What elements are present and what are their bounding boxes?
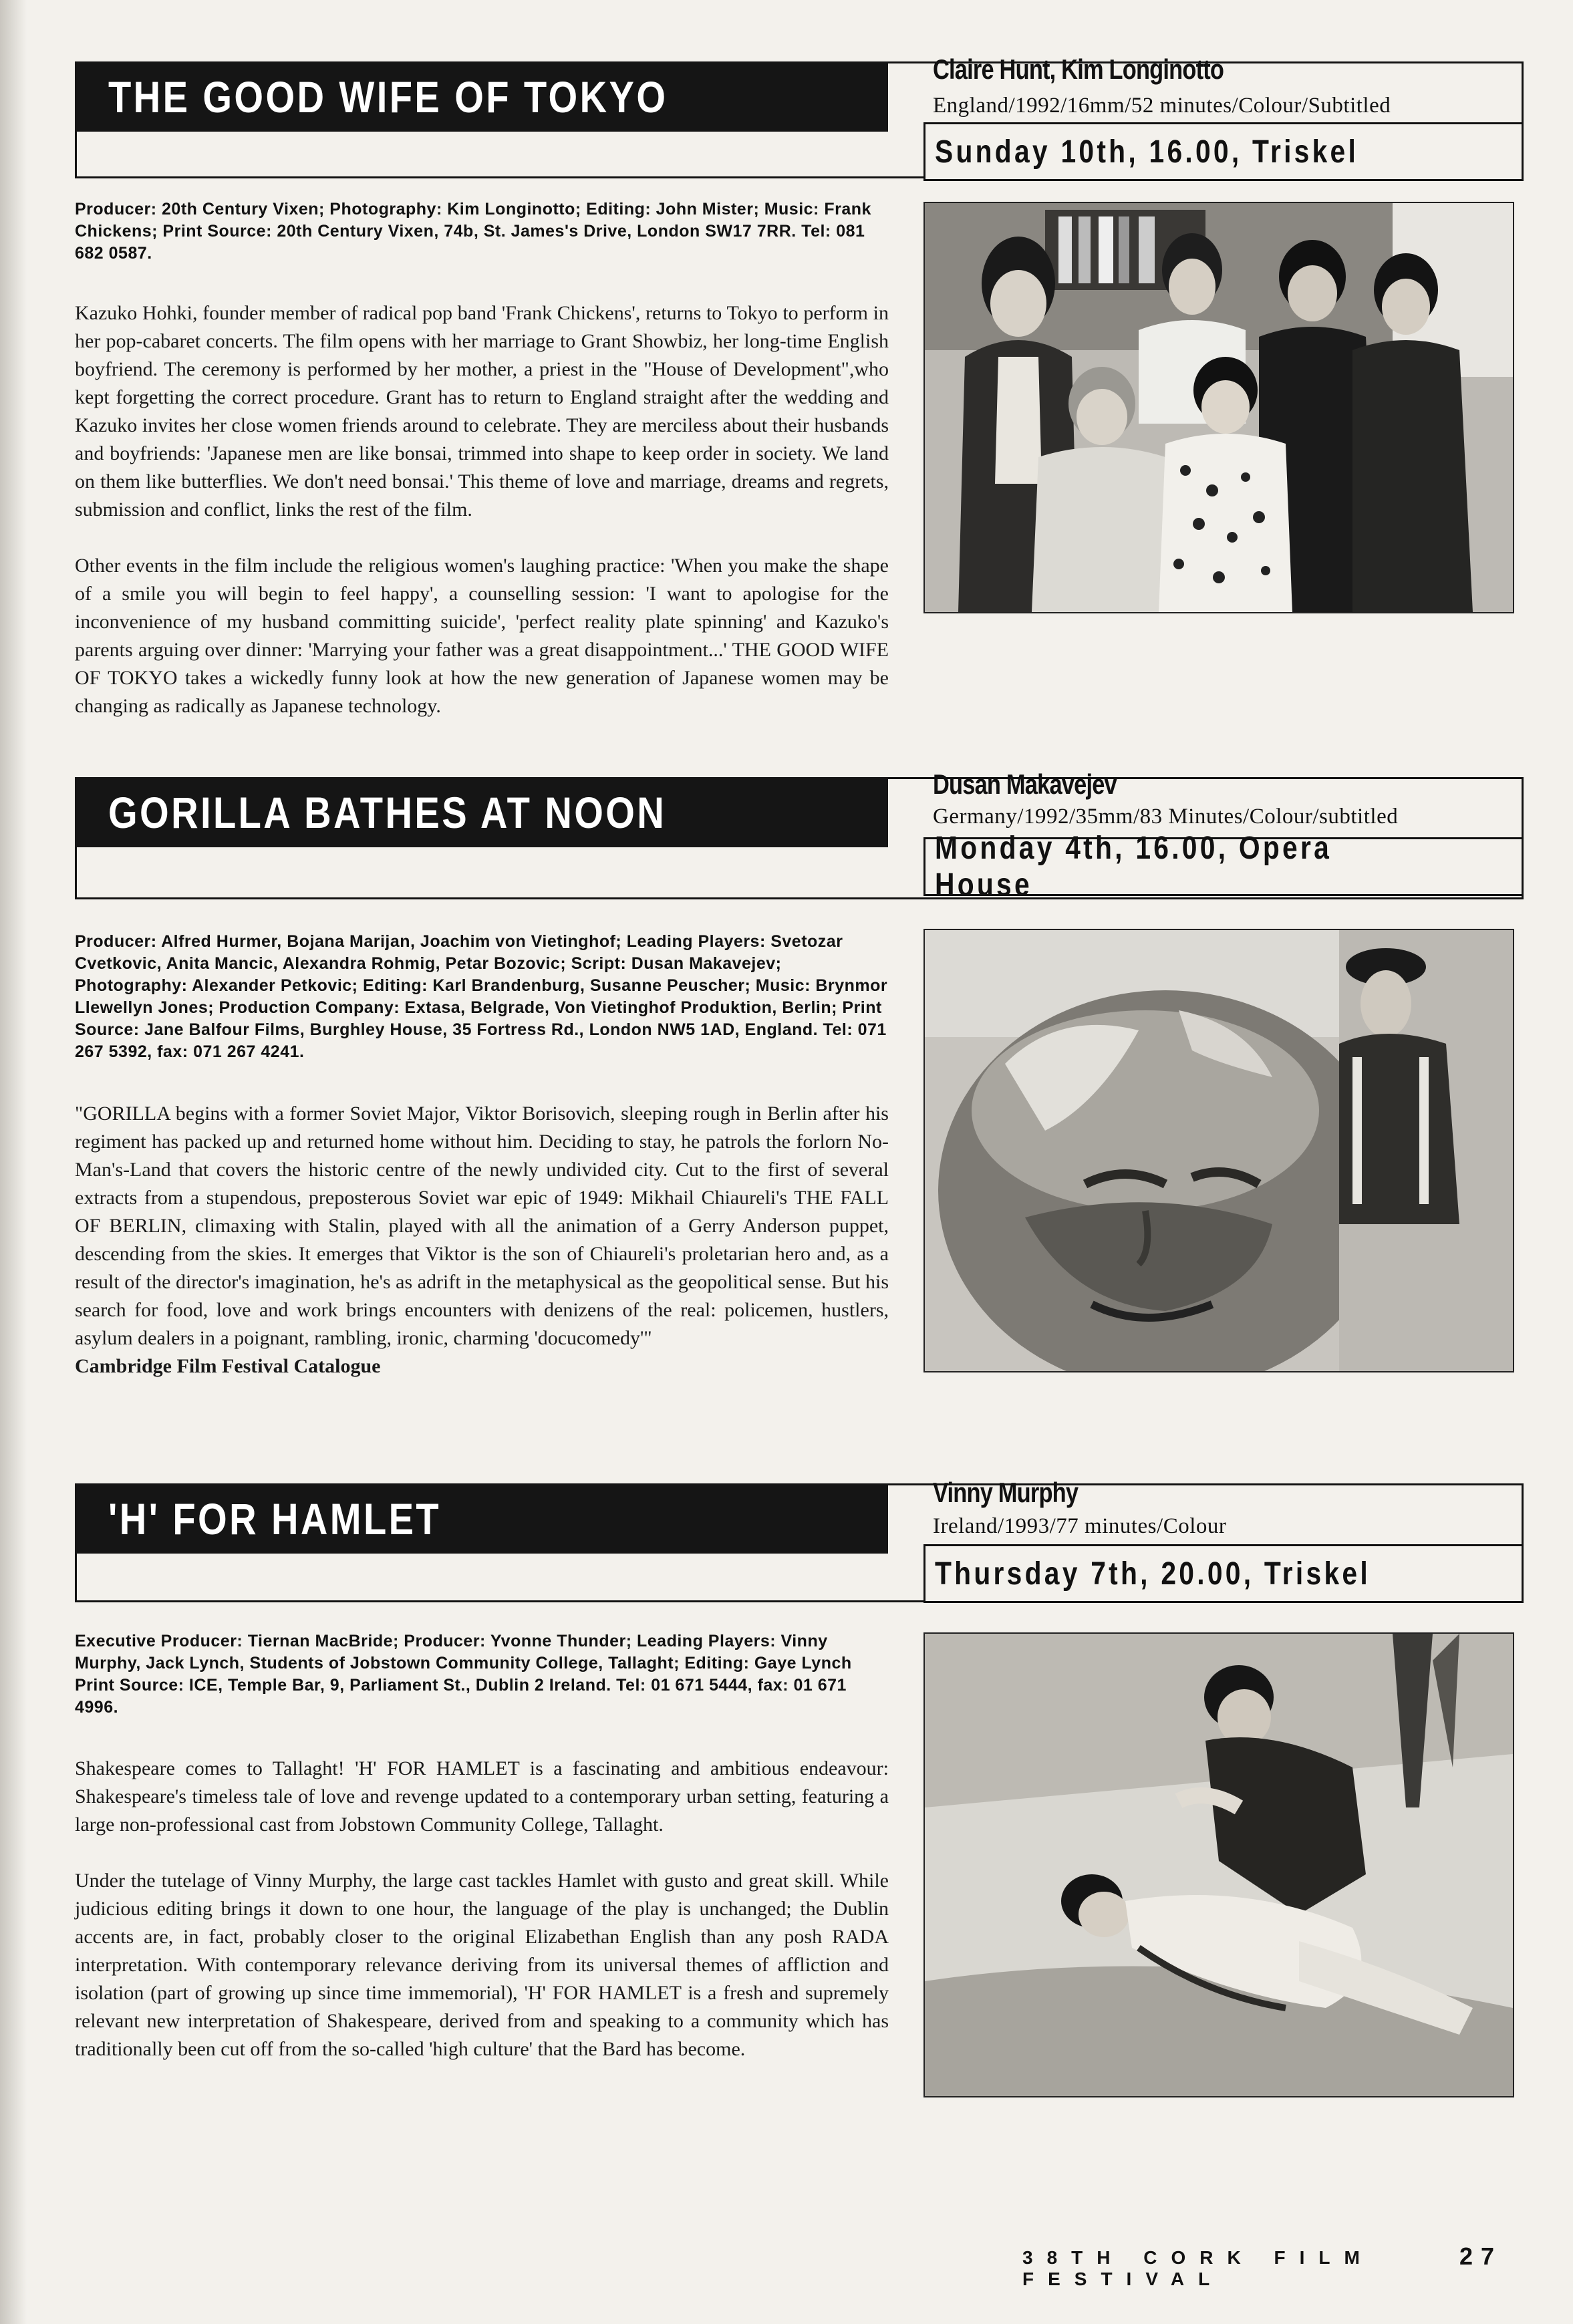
- quote-source: Cambridge Film Festival Catalogue: [75, 1355, 381, 1377]
- film-still-photo: [923, 202, 1514, 613]
- page-gutter-shadow: [0, 0, 27, 2324]
- page-number: 27: [1459, 2242, 1503, 2270]
- film-synopsis: [75, 299, 889, 748]
- screening-time: Thursday 7th, 20.00, Triskel: [923, 1544, 1524, 1603]
- film-details: England/1992/16mm/52 minutes/Colour/Subtitled: [933, 94, 1391, 118]
- film-credits: Executive Producer: Tiernan MacBride; Producer: Yvonne Thunder; Leading Players: Vinny Murphy, Jack Lynch, Students of Jobstown Community College, Tallaght; Editing: Gaye Lynch Print Source: ICE, Temple Bar, 9, Parliament St., Dublin 2 Ireland. Tel: 01 671 5444, fax: 01 671 4996.: [75, 1632, 852, 1717]
- synopsis-paragraph: Shakespeare comes to Tallaght! 'H' FOR HAMLET is a fascinating and ambitious endeavour: Shakespeare's timeless tale of love and revenge updated to a contemporary urban setting, featuring a large non-professional cast from Jobstown Community College, Tallaght.: [75, 1757, 889, 1836]
- film-director: Vinny Murphy: [933, 1477, 1079, 1508]
- film-details: Germany/1992/35mm/83 Minutes/Colour/subtitled: [933, 805, 1399, 829]
- synopsis-paragraph: Under the tutelage of Vinny Murphy, the large cast tackles Hamlet with gusto and great skill. While judicious editing brings it down to one hour, the language of the play is unchanged; the Dublin accents are, in fact, probably closer to the original Elizabethan English than any posh RADA interpretation. With contemporary relevance deriving from its universal themes of affliction and isolation (part of growing up since time immemorial), 'H' FOR HAMLET is a fresh and supremely relevant new interpretation of Shakespeare, derived from and speaking to a community which has traditionally been cut off from the so-called 'high culture' that the Bard has become.: [75, 1870, 889, 2060]
- film-credits: Producer: Alfred Hurmer, Bojana Marijan, Joachim von Vietinghof; Leading Players: Svetozar Cvetkovic, Anita Mancic, Alexandra Rohmig, Petar Bozovic; Script: Dusan Makavejev; Photography: Alexander Petkovic; Editing: Karl Brandenburg, Susanne Peuscher; Music: Brynmor Llewellyn Jones; Production Company: Extasa, Belgrade, Von Vietinghof Produktion, Berlin; Print Source: Jane Balfour Films, Burghley House, 35 Fortress Rd., London NW5 1AD, England. Tel: 071 267 5392, fax: 071 267 4241.: [75, 932, 888, 1061]
- lenin-head-statue-image: [925, 930, 1513, 1371]
- synopsis-paragraph: "GORILLA begins with a former Soviet Major, Viktor Borisovich, sleeping rough in Berlin after his regiment has packed up and returned home without him. Deciding to stay, he patrols the forlorn No-Man's-Land that covers the historic centre of the newly undivided city. Cut to the first of several extracts from a stupendous, preposterous Soviet war epic of 1949: Mikhail Chiaureli's THE FALL OF BERLIN, climaxing with Stalin, played with all the animation of a Gerry Anderson puppet, descending from the skies. It emerges that Viktor is the son of Chiaureli's proletarian hero and, as a result of the director's imagination, he's as adrift in the metaphysical as the geopolitical sense. But his search for food, love and work brings encounters with denizens of the real: policemen, hustlers, asylum dealers in a poignant, rambling, ironic, charming 'docucomedy'": [75, 1103, 889, 1349]
- festival-footer: 38TH CORK FILM FESTIVAL: [1022, 2247, 1374, 2289]
- film-credits: Producer: 20th Century Vixen; Photography: Kim Longinotto; Editing: John Mister; Music: Frank Chickens; Print Source: 20th Century Vixen, 74b, St. James's Drive, London SW17 7RR. Tel: 081 682 0587.: [75, 200, 871, 263]
- group-portrait-image: [925, 203, 1513, 612]
- film-director: Claire Hunt, Kim Longinotto: [933, 53, 1224, 85]
- film-synopsis: [75, 1100, 889, 1381]
- film-title: GORILLA BATHES AT NOON: [75, 777, 888, 847]
- film-still-photo: [923, 929, 1514, 1372]
- screening-time: Sunday 10th, 16.00, Triskel: [923, 122, 1524, 181]
- hamlet-scene-image: [925, 1634, 1513, 2096]
- film-director: Dusan Makavejev: [933, 768, 1117, 800]
- synopsis-paragraph: Kazuko Hohki, founder member of radical pop band 'Frank Chickens', returns to Tokyo to perform in her pop-cabaret concerts. The film opens with her marriage to Grant Showbiz, her long-time English boyfriend. The ceremony is performed by her mother, a priest in the "House of Development",who kept forgetting the correct procedure. Grant has to return to England straight after the wedding and Kazuko invites her close women friends around to celebrate. They are merciless about their husbands and boyfriends: 'Japanese men are like bonsai, trimmed into shape to keep order in society. We land on them like butterflies. We don't need bonsai.' This theme of love and marriage, dreams and regrets, submission and conflict, links the rest of the film.: [75, 302, 889, 521]
- film-synopsis: [75, 1755, 889, 2091]
- film-title: 'H' FOR HAMLET: [75, 1483, 888, 1554]
- film-still-photo: [923, 1632, 1514, 2097]
- synopsis-paragraph: Other events in the film include the religious women's laughing practice: 'When you make the shape of a smile you will begin to feel happy', a counselling session: 'I want to apologise for the inconvenience of my husband committing suicide', 'perfect reality plate spinning' and Kazuko's parents arguing over dinner: 'Marrying your father was a great disappointment...' THE GOOD WIFE OF TOKYO takes a wickedly funny look at how the new generation of Japanese women may be changing as radically as Japanese technology.: [75, 555, 889, 717]
- screening-time: Monday 4th, 16.00, Opera House: [923, 837, 1524, 896]
- film-details: Ireland/1993/77 minutes/Colour: [933, 1514, 1227, 1538]
- film-title: THE GOOD WIFE OF TOKYO: [75, 61, 888, 132]
